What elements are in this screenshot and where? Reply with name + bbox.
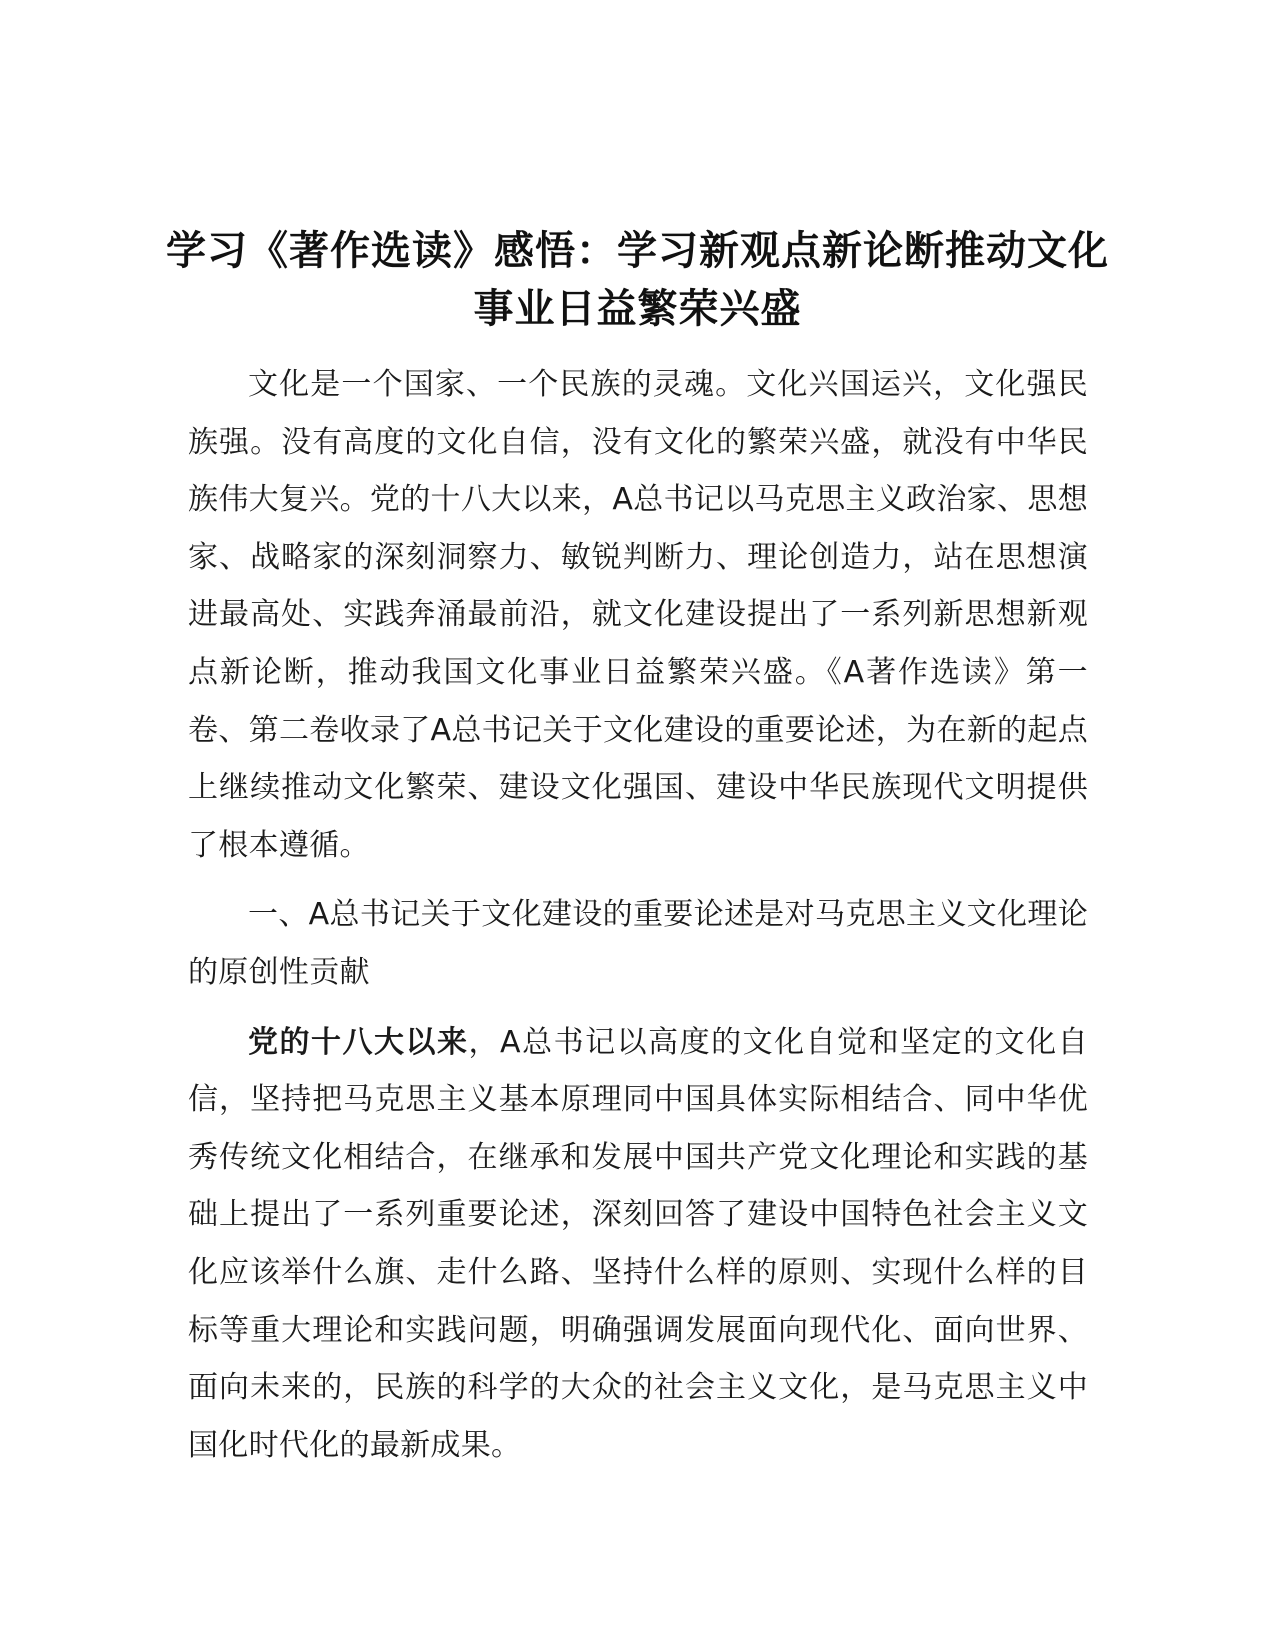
paragraph-section-1-text: ，A总书记以高度的文化自觉和坚定的文化自信，坚持把马克思主义基本原理同中国具体实际相结合、同中华优秀传统文化相结合，在继承和发展中国共产党文化理论和实践的基础上提出了一系列重要论述，深刻回答了建设中国特色社会主义文化应该举什么旗、走什么路、坚持什么样的原则、实现什么样的目标等重大理论和实践问题，明确强调发展面向现代化、面向世界、面向未来的，民族的科学的大众的社会主义文化，是马克思主义中国化时代化的最新成果。 xyxy=(188,1024,1088,1463)
section-heading-1 xyxy=(188,886,1088,1001)
paragraph-intro-text: 文化是一个国家、一个民族的灵魂。文化兴国运兴，文化强民族强。没有高度的文化自信，没有文化的繁荣兴盛，就没有中华民族伟大复兴。党的十八大以来，A总书记以马克思主义政治家、思想家、战略家的深刻洞察力、敏锐判断力、理论创造力，站在思想演进最高处、实践奔涌最前沿，就文化建设提出了一系列新思想新观点新论断，推动我国文化事业日益繁荣兴盛。《A著作选读》第一卷、第二卷收录了A总书记关于文化建设的重要论述，为在新的起点上继续推动文化繁荣、建设文化强国、建设中华民族现代文明提供了根本遵循。 xyxy=(188,367,1088,863)
document-title: 学习《著作选读》感悟：学习新观点新论断推动文化事业日益繁荣兴盛 xyxy=(166,228,1109,332)
document-body xyxy=(188,356,1088,1481)
paragraph-lead-phrase: 党的十八大以来 xyxy=(248,1024,469,1060)
paragraph-intro xyxy=(188,356,1088,874)
section-heading-1-text: 一、A总书记关于文化建设的重要论述是对马克思主义文化理论的原创性贡献 xyxy=(188,897,1088,990)
paragraph-section-1 xyxy=(188,1014,1088,1475)
